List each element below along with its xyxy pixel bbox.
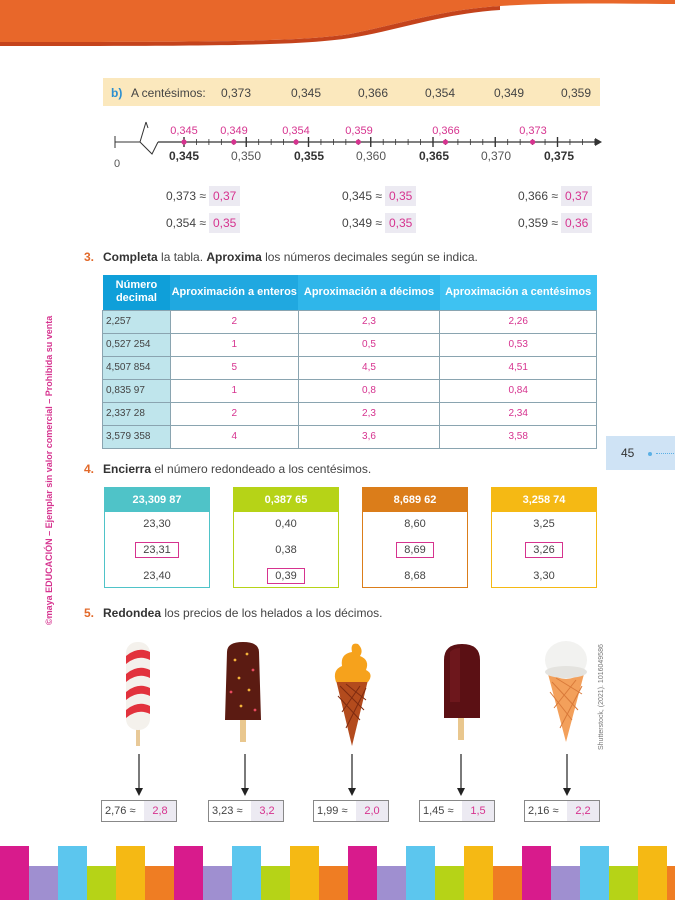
card-option-selected[interactable] — [105, 544, 209, 556]
approximation-answer: 0,37 — [561, 186, 592, 206]
down-arrow-icon — [563, 754, 571, 796]
decorative-block — [406, 846, 435, 900]
column-header: Aproximación a centésimos — [440, 275, 597, 310]
card-option[interactable] — [105, 570, 209, 582]
decorative-block — [58, 846, 87, 900]
approximation-left: 0,349 ≈ — [342, 216, 382, 230]
card-option-selected[interactable] — [234, 570, 338, 582]
decorative-block — [348, 846, 377, 900]
decorative-block — [116, 846, 145, 900]
card-option-text: 0,40 — [275, 518, 297, 530]
number-line-point — [231, 139, 236, 144]
rounding-card — [491, 487, 597, 588]
table-cell: 2,337 28 — [103, 402, 171, 425]
price-answer: 2,8 — [144, 801, 176, 821]
table-cell: 0,53 — [440, 333, 597, 356]
decorative-block — [609, 866, 638, 900]
point-label: 0,354 — [282, 125, 310, 137]
question-3-text-part: los números decimales según se indica. — [261, 250, 478, 264]
decorative-block — [290, 846, 319, 900]
question-5-text-part: los precios de los helados a los décimos. — [161, 606, 383, 620]
table-cell: 3,579 358 — [103, 425, 171, 448]
bottom-decorative-stripe — [0, 844, 675, 900]
rounding-card — [362, 487, 468, 588]
decorative-block — [638, 846, 667, 900]
question-4-text — [103, 462, 371, 476]
price-box — [101, 800, 177, 822]
question-4-verb: Encierra — [103, 462, 152, 476]
card-option[interactable] — [234, 518, 338, 530]
decorative-block — [580, 846, 609, 900]
approximation-answer: 0,35 — [385, 213, 416, 233]
question-5-text — [103, 606, 382, 620]
rounding-card — [233, 487, 339, 588]
table-header-row — [103, 275, 597, 310]
section-b-value: 0,354 — [425, 86, 456, 100]
tick-label: 0,375 — [543, 149, 575, 163]
point-label: 0,373 — [519, 125, 547, 137]
price-answer: 1,5 — [462, 801, 494, 821]
price-box — [419, 800, 495, 822]
card-title: 3,258 74 — [492, 488, 596, 512]
down-arrow-icon — [241, 754, 249, 796]
point-label: 0,366 — [432, 125, 460, 137]
table-cell: 0,835 97 — [103, 379, 171, 402]
table-row — [103, 333, 597, 356]
decorative-block — [377, 866, 406, 900]
number-line-point — [530, 139, 535, 144]
price-left: 1,99 ≈ — [317, 805, 348, 817]
question-5-verb: Redondea — [103, 606, 162, 620]
approximation-answer: 0,35 — [209, 213, 240, 233]
table-cell: 0,8 — [298, 379, 440, 402]
table-cell: 2,257 — [103, 310, 171, 333]
table-row — [103, 379, 597, 402]
section-b-value: 0,349 — [494, 86, 525, 100]
orange-cone-icon — [330, 640, 374, 748]
approximation — [166, 186, 240, 206]
price-answer: 3,2 — [251, 801, 283, 821]
tick-label: 0,370 — [480, 149, 512, 163]
page-number-tab — [606, 436, 675, 470]
approximation-left: 0,354 ≈ — [166, 216, 206, 230]
top-decorative-wave — [0, 0, 675, 50]
tick-label: 0,365 — [418, 149, 450, 163]
approximation — [518, 213, 592, 233]
card-title: 23,309 87 — [105, 488, 209, 512]
approximation — [342, 186, 416, 206]
table-row — [103, 356, 597, 379]
image-credit: Shutterstock, (2021). 1016049586 — [598, 644, 605, 750]
table-cell: 3,58 — [440, 425, 597, 448]
decorative-block — [667, 866, 675, 900]
decorative-block — [435, 866, 464, 900]
down-arrow-icon — [348, 754, 356, 796]
card-option[interactable] — [234, 544, 338, 556]
section-b-value: 0,359 — [561, 86, 592, 100]
section-b-value: 0,366 — [358, 86, 389, 100]
section-b-value: 0,345 — [291, 86, 322, 100]
table-cell: 3,6 — [298, 425, 440, 448]
table-cell: 2 — [170, 310, 298, 333]
table-cell: 5 — [170, 356, 298, 379]
price-box — [208, 800, 284, 822]
question-4-text-part: el número redondeado a los centésimos. — [151, 462, 372, 476]
page-number: 45 — [621, 446, 635, 460]
column-header: Aproximación a décimos — [298, 275, 440, 310]
table-cell: 4,5 — [298, 356, 440, 379]
approximation-left: 0,366 ≈ — [518, 189, 558, 203]
card-option[interactable] — [105, 518, 209, 530]
approximation-left: 0,373 ≈ — [166, 189, 206, 203]
table-cell: 1 — [170, 379, 298, 402]
card-option[interactable] — [363, 570, 467, 582]
price-left: 2,16 ≈ — [528, 805, 559, 817]
number-line-point — [443, 139, 448, 144]
table-cell: 4,51 — [440, 356, 597, 379]
question-4-number: 4. — [84, 462, 95, 476]
card-option[interactable] — [492, 570, 596, 582]
number-line-zero: 0 — [114, 158, 121, 170]
rounding-card — [104, 487, 210, 588]
price-left: 1,45 ≈ — [423, 805, 454, 817]
decorative-block — [87, 866, 116, 900]
striped-popsicle-icon — [118, 638, 158, 748]
tick-label: 0,355 — [293, 149, 325, 163]
price-left: 3,23 ≈ — [212, 805, 243, 817]
card-option-text: 3,30 — [533, 570, 555, 582]
decorative-block — [522, 846, 551, 900]
decorative-block — [319, 866, 348, 900]
card-option-text: 23,40 — [143, 570, 171, 582]
table-row — [103, 310, 597, 333]
number-line-point — [293, 139, 298, 144]
table-row — [103, 425, 597, 448]
point-label: 0,349 — [220, 125, 248, 137]
sidebar-copyright-text: EDUCACIÓN – Ejemplar sin valor comercial – Prohibida su venta — [44, 315, 54, 593]
approximation-answer: 0,36 — [561, 213, 592, 233]
decorative-block — [0, 846, 29, 900]
down-arrow-icon — [135, 754, 143, 796]
question-3-verb: Completa — [103, 250, 158, 264]
price-answer: 2,0 — [356, 801, 388, 821]
card-option[interactable] — [363, 518, 467, 530]
card-option-text: 23,30 — [143, 518, 171, 530]
price-box — [313, 800, 389, 822]
card-title: 8,689 62 — [363, 488, 467, 512]
approximation — [166, 213, 240, 233]
approximation-left: 0,359 ≈ — [518, 216, 558, 230]
card-option-text: 23,31 — [135, 542, 179, 558]
table-cell: 2,34 — [440, 402, 597, 425]
section-b-label: b) — [111, 86, 123, 100]
chocolate-popsicle-icon — [440, 642, 484, 742]
approximation — [518, 186, 592, 206]
decorative-block — [232, 846, 261, 900]
decorative-block — [551, 866, 580, 900]
card-option-text: 3,25 — [533, 518, 555, 530]
price-left: 2,76 ≈ — [105, 805, 136, 817]
point-label: 0,345 — [170, 125, 198, 137]
number-line — [110, 118, 602, 176]
card-option-text: 8,60 — [404, 518, 426, 530]
question-3-verb: Aproxima — [206, 250, 262, 264]
card-option[interactable] — [492, 518, 596, 530]
decorative-block — [493, 866, 522, 900]
brand-logo: ©maya — [44, 595, 54, 625]
question-3-text — [103, 250, 478, 264]
table-cell: 2,26 — [440, 310, 597, 333]
approximation — [342, 213, 416, 233]
tick-label: 0,350 — [230, 149, 262, 163]
decorative-block — [29, 866, 58, 900]
table-cell: 1 — [170, 333, 298, 356]
question-5-number: 5. — [84, 606, 95, 620]
approximation-left: 0,345 ≈ — [342, 189, 382, 203]
number-line-point — [181, 139, 186, 144]
approximation-answer: 0,37 — [209, 186, 240, 206]
table-row — [103, 402, 597, 425]
table-cell: 2,3 — [298, 310, 440, 333]
price-answer: 2,2 — [567, 801, 599, 821]
card-option-selected[interactable] — [363, 544, 467, 556]
section-b-value: 0,373 — [221, 86, 252, 100]
column-header: Número decimal — [103, 275, 171, 310]
section-b-band — [103, 78, 600, 106]
card-option-selected[interactable] — [492, 544, 596, 556]
card-option-text: 8,69 — [396, 542, 433, 558]
card-title: 0,387 65 — [234, 488, 338, 512]
table-cell: 4 — [170, 425, 298, 448]
number-line-point — [356, 139, 361, 144]
table-cell: 4,507 854 — [103, 356, 171, 379]
tick-label: 0,345 — [168, 149, 200, 163]
decorative-block — [464, 846, 493, 900]
vanilla-cone-icon — [542, 638, 590, 746]
down-arrow-icon — [457, 754, 465, 796]
table-cell: 0,5 — [298, 333, 440, 356]
decorative-block — [203, 866, 232, 900]
sidebar-copyright — [44, 285, 54, 625]
card-option-text: 8,68 — [404, 570, 426, 582]
table-cell: 2,3 — [298, 402, 440, 425]
chocolate-sprinkle-popsicle-icon — [221, 640, 265, 745]
card-option-text: 3,26 — [525, 542, 562, 558]
table-cell: 0,84 — [440, 379, 597, 402]
decorative-block — [174, 846, 203, 900]
table-cell: 0,527 254 — [103, 333, 171, 356]
approximation-answer: 0,35 — [385, 186, 416, 206]
point-label: 0,359 — [345, 125, 373, 137]
card-option-text: 0,39 — [267, 568, 304, 584]
decimal-table — [102, 275, 597, 449]
card-option-text: 0,38 — [275, 544, 297, 556]
tick-label: 0,360 — [355, 149, 387, 163]
column-header: Aproximación a enteros — [170, 275, 298, 310]
question-3-text-part: la tabla. — [157, 250, 207, 264]
decorative-block — [145, 866, 174, 900]
section-b-title: A centésimos: — [131, 86, 206, 100]
decorative-block — [261, 866, 290, 900]
price-box — [524, 800, 600, 822]
table-cell: 2 — [170, 402, 298, 425]
question-3-number: 3. — [84, 250, 95, 264]
